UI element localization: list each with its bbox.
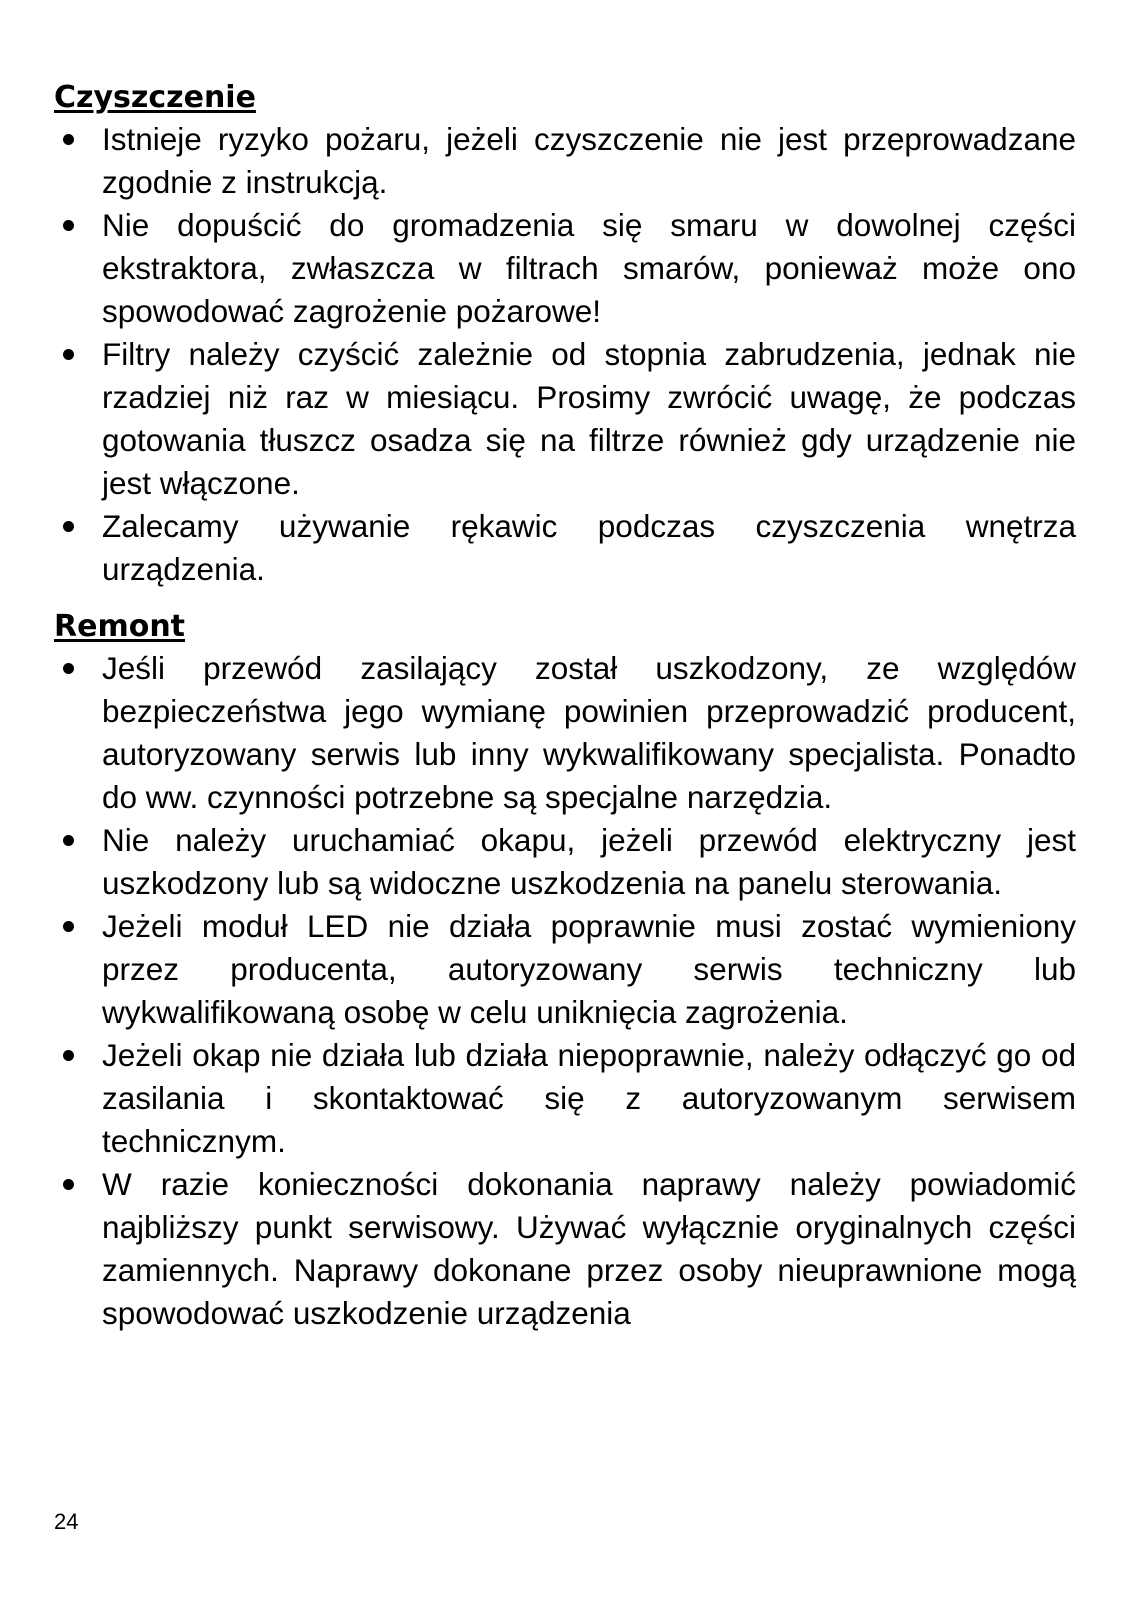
list-item [54,819,1076,905]
bullet-icon [58,333,78,376]
page-number: 24 [54,1509,79,1534]
list-item [54,505,1076,591]
list-item-text: Jeżeli okap nie działa lub działa niepoprawnie, należy odłączyć go od zasilania i skontaktować się z autoryzowanym serwisem technicznym. [102,1037,1076,1159]
list-item [54,204,1076,333]
bullet-icon [58,204,78,247]
bullet-icon [58,1163,78,1206]
section-title-remont: Remont [54,609,186,644]
list-item-text: Filtry należy czyścić zależnie od stopnia zabrudzenia, jednak nie rzadziej niż raz w miesiącu. Prosimy zwrócić uwagę, że podczas gotowania tłuszcz osadza się na filtrze również gdy urządzenie nie jest włączone. [102,336,1076,501]
list-item [54,905,1076,1034]
bullet-icon [58,505,78,548]
bullet-icon [58,647,78,690]
bullet-icon [58,118,78,161]
document-page [54,78,1076,1335]
bullet-icon [58,819,78,862]
list-item-text: Nie należy uruchamiać okapu, jeżeli przewód elektryczny jest uszkodzony lub są widoczne uszkodzenia na panelu sterowania. [102,822,1076,901]
list-item-text: W razie konieczności dokonania naprawy należy powiadomić najbliższy punkt serwisowy. Używać wyłącznie oryginalnych części zamiennych. Naprawy dokonane przez osoby nieuprawnione mogą spowodować uszkodzenie urządzenia [102,1166,1076,1331]
list-item [54,333,1076,505]
list-item [54,1163,1076,1335]
list-item [54,647,1076,819]
list-item [54,1034,1076,1163]
bullet-icon [58,1034,78,1077]
bullet-icon [58,905,78,948]
repair-list [54,647,1076,1335]
cleaning-list [54,118,1076,591]
list-item-text: Zalecamy używanie rękawic podczas czyszczenia wnętrza urządzenia. [102,508,1076,587]
list-item-text: Istnieje ryzyko pożaru, jeżeli czyszczenie nie jest przeprowadzane zgodnie z instrukcją. [102,121,1076,200]
list-item-text: Jeśli przewód zasilający został uszkodzony, ze względów bezpieczeństwa jego wymianę powinien przeprowadzić producent, autoryzowany serwis lub inny wykwalifikowany specjalista. Ponadto do ww. czynności potrzebne są specjalne narzędzia. [102,650,1076,815]
list-item-text: Jeżeli moduł LED nie działa poprawnie musi zostać wymieniony przez producenta, autoryzowany serwis techniczny lub wykwalifikowaną osobę w celu uniknięcia zagrożenia. [102,908,1076,1030]
list-item [54,118,1076,204]
section-title-czyszczenie: Czyszczenie [54,80,256,115]
list-item-text: Nie dopuścić do gromadzenia się smaru w dowolnej części ekstraktora, zwłaszcza w filtrach smarów, ponieważ może ono spowodować zagrożenie pożarowe! [102,207,1076,329]
